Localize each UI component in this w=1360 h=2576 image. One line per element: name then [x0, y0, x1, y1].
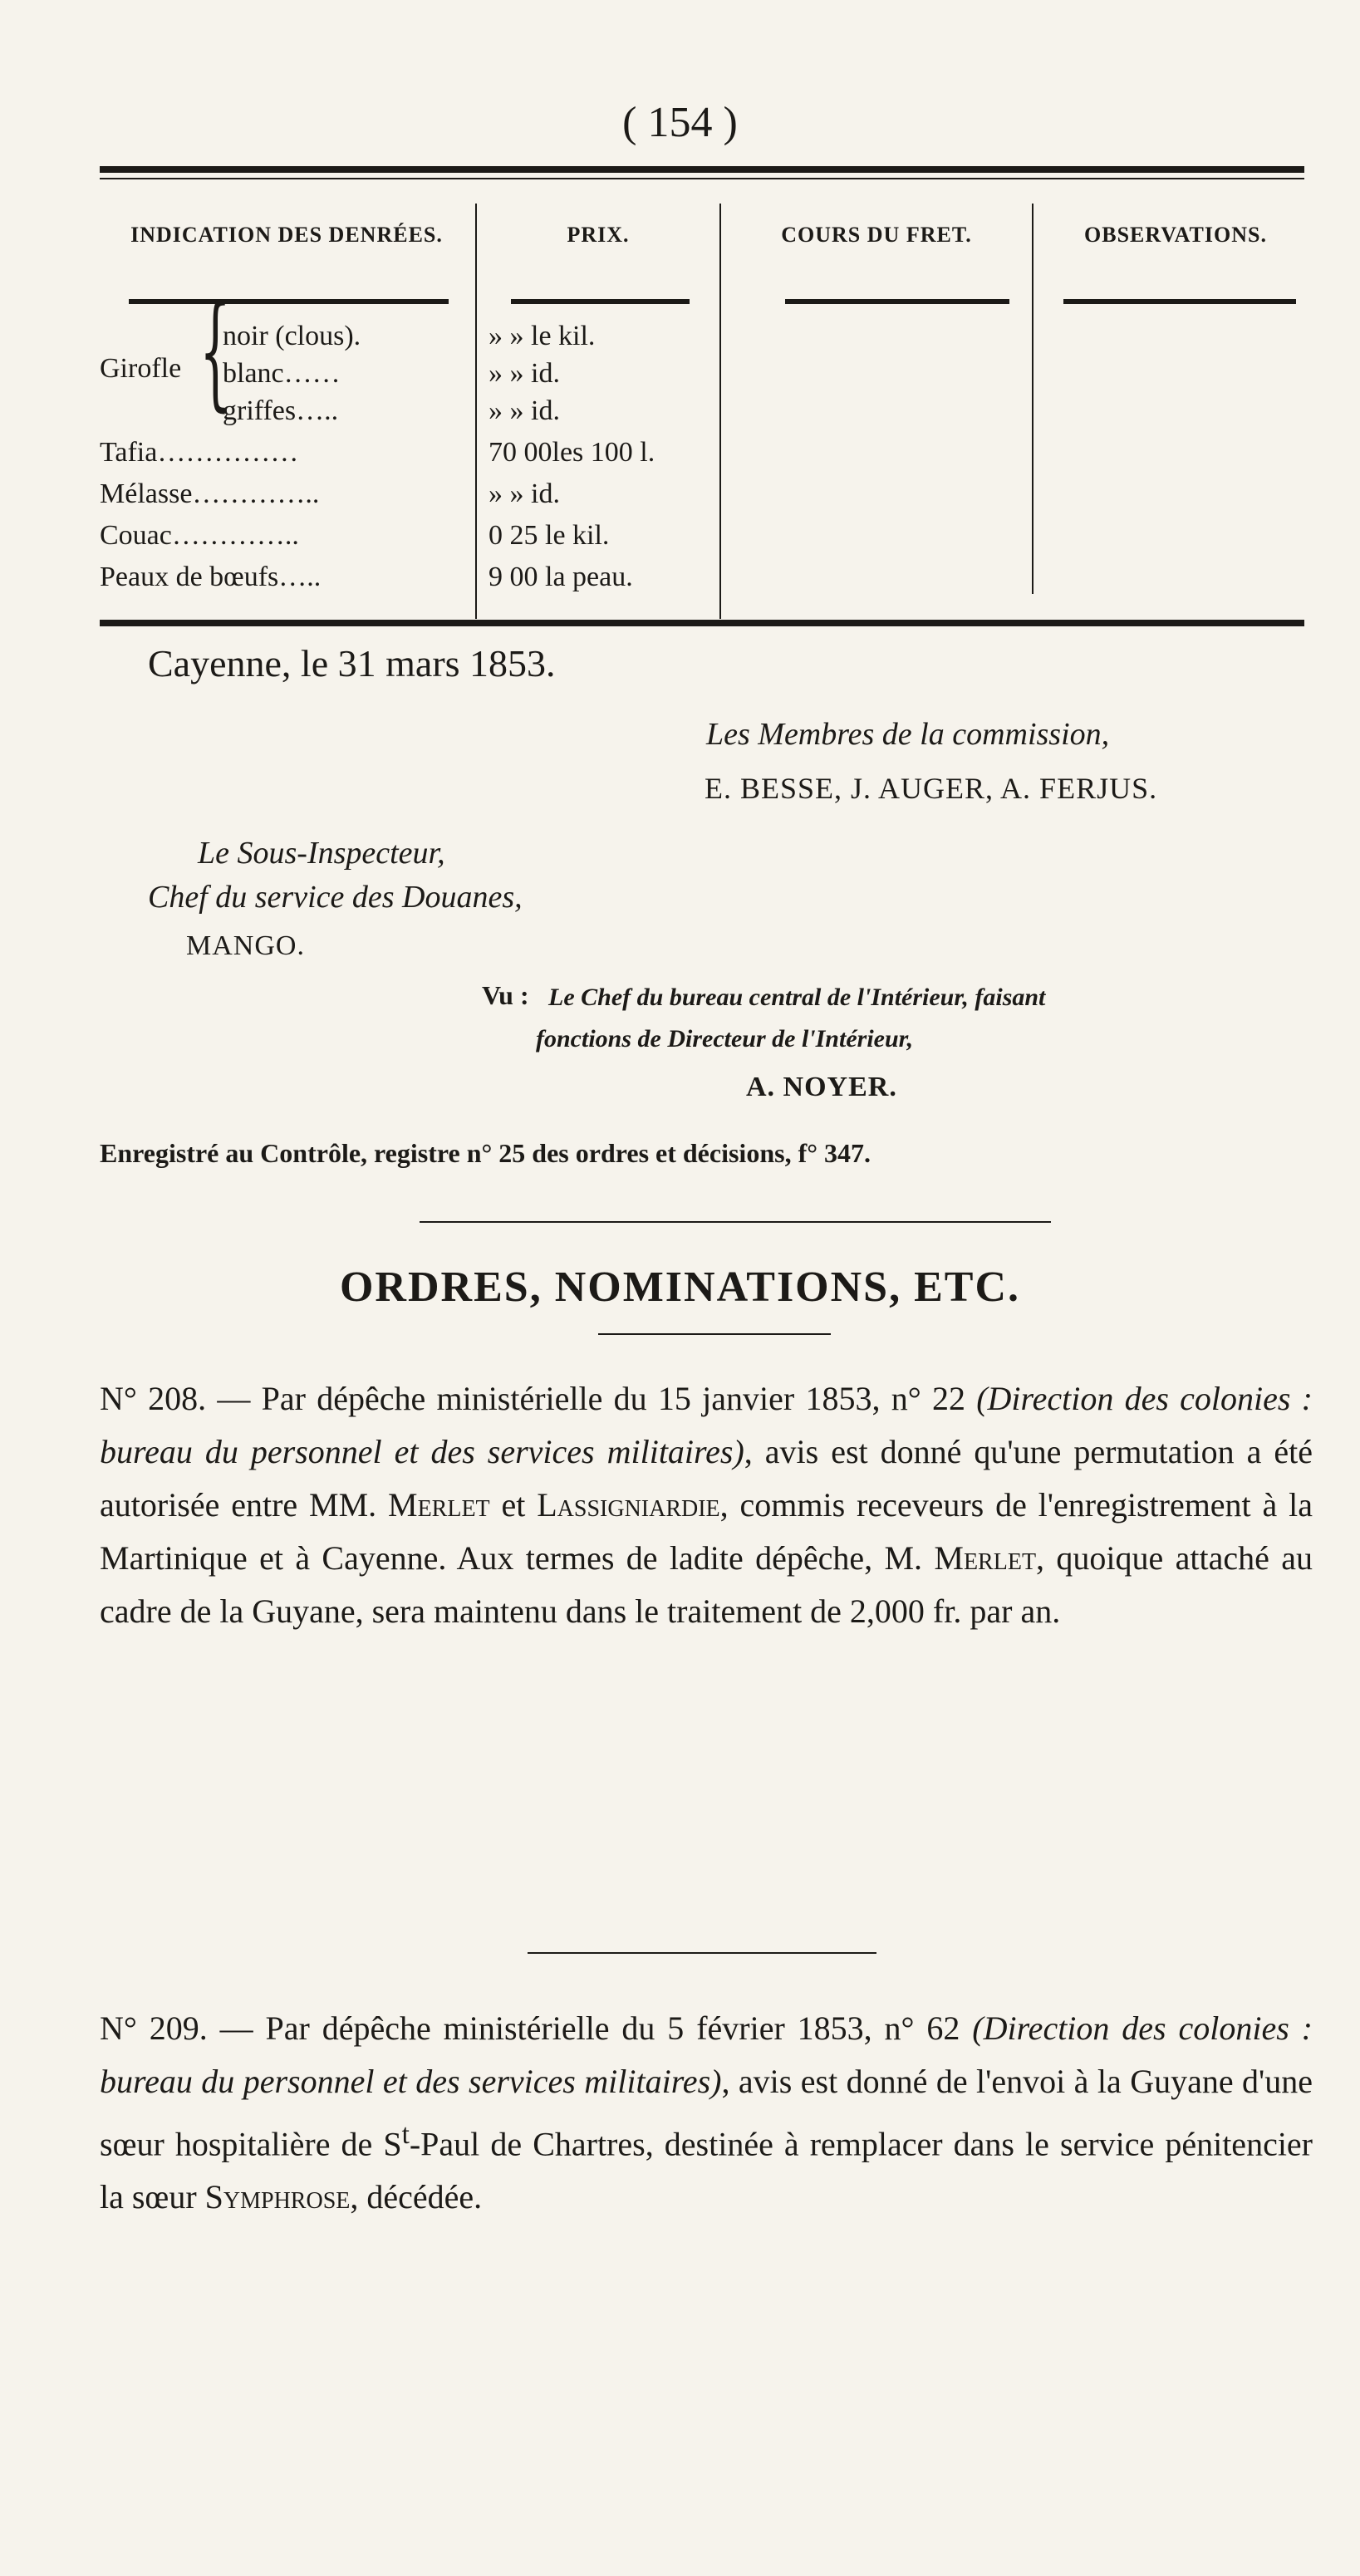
row-price: » » id.: [489, 478, 560, 509]
column-divider: [1032, 204, 1034, 594]
row-item: noir (clous).: [223, 321, 361, 351]
person-name: Lassigniardie: [537, 1486, 720, 1524]
section-title: ORDRES, NOMINATIONS, ETC.: [339, 1263, 1021, 1311]
ordre-208: [100, 1372, 1313, 1638]
ordre-text: , avis est donné qu'une permutation a été autorisée entre MM.: [100, 1433, 1313, 1524]
ordre-text: — Par dépêche ministérielle du 5 février 1853, n° 62: [207, 2009, 973, 2047]
vu-text-2: fonctions de Directeur de l'Intérieur,: [536, 1025, 914, 1052]
inspector-name: MANGO.: [186, 930, 305, 961]
commission-title: Les Membres de la commission,: [706, 717, 1110, 752]
ordre-text: , décédée.: [350, 2178, 483, 2216]
commission-names: E. BESSE, J. AUGER, A. FERJUS.: [705, 772, 1158, 805]
row-price: » » le kil.: [489, 321, 596, 351]
header-prix: PRIX.: [567, 223, 630, 247]
ordre-direction: (Direction des colonies : bureau du personnel et des services militaires): [100, 2009, 1313, 2100]
ordre-superscript: t: [401, 2119, 410, 2150]
inspector-title: Le Sous-Inspecteur,: [198, 836, 445, 871]
row-price: » » id.: [489, 395, 560, 426]
ordre-text: , quoique attaché au cadre de la Guyane, sera maintenu dans le traitement de 2,000 fr. par an.: [100, 1539, 1313, 1630]
column-divider: [719, 204, 721, 619]
row-item: Mélasse…………..: [100, 478, 320, 509]
vu-name: A. NOYER.: [746, 1072, 897, 1102]
ordre-text: -Paul de Chartres, destinée à remplacer dans le service pénitencier la sœur: [100, 2125, 1313, 2216]
separator-rule: [420, 1221, 1051, 1223]
header-underline: [785, 299, 1009, 304]
row-item: Couac…………..: [100, 520, 299, 551]
row-item: Tafia……………: [100, 437, 299, 468]
row-price: 0 25 le kil.: [489, 520, 610, 551]
ordre-number: N° 208.: [100, 1380, 207, 1417]
row-item: Peaux de bœufs…..: [100, 562, 322, 592]
registration-note: Enregistré au Contrôle, registre n° 25 des ordres et décisions, f° 347.: [100, 1138, 871, 1168]
ordre-text: et: [489, 1486, 538, 1524]
group-label-girofle: Girofle: [100, 353, 182, 384]
row-item: blanc……: [223, 358, 341, 389]
person-name: Merlet: [934, 1539, 1037, 1577]
brace-glyph: {: [199, 279, 232, 424]
ordre-text: — Par dépêche ministérielle du 15 janvier 1853, n° 22: [206, 1380, 977, 1417]
ordre-text: , commis receveurs de l'enregistrement à la Martinique et à Cayenne. Aux termes de ladite dépêche, M.: [100, 1486, 1313, 1577]
vu-text-1: Le Chef du bureau central de l'Intérieur, faisant: [548, 984, 1046, 1011]
person-name: Merlet: [388, 1486, 490, 1524]
row-item: griffes…..: [223, 395, 339, 426]
separator-rule: [598, 1333, 831, 1335]
row-price: 9 00 la peau.: [489, 562, 633, 592]
ordre-209: [100, 2002, 1313, 2224]
table-bottom-rule: [100, 620, 1304, 626]
row-price: 70 00les 100 l.: [489, 437, 655, 468]
page-number: ( 154 ): [622, 99, 738, 146]
table-top-rule-thin: [100, 178, 1304, 179]
row-price: » » id.: [489, 358, 560, 389]
table-top-rule: [100, 166, 1304, 173]
ordre-number: N° 209.: [100, 2009, 208, 2047]
header-underline: [129, 299, 449, 304]
header-observations: OBSERVATIONS.: [1084, 223, 1267, 247]
ordre-direction: (Direction des colonies : bureau du personnel et des services militaires): [100, 1380, 1313, 1470]
inspector-role: Chef du service des Douanes,: [148, 880, 523, 915]
header-fret: COURS DU FRET.: [781, 223, 972, 247]
column-divider: [475, 204, 477, 619]
header-denrees: INDICATION DES DENRÉES.: [130, 223, 443, 247]
header-underline: [1063, 299, 1296, 304]
separator-rule: [528, 1952, 876, 1954]
place-date: Cayenne, le 31 mars 1853.: [148, 642, 556, 684]
person-name: Symphrose: [204, 2178, 351, 2216]
vu-label: Vu :: [482, 980, 529, 1010]
ordre-text: , avis est donné de l'envoi à la Guyane d'une sœur hospitalière de S: [100, 2063, 1313, 2163]
header-underline: [511, 299, 690, 304]
